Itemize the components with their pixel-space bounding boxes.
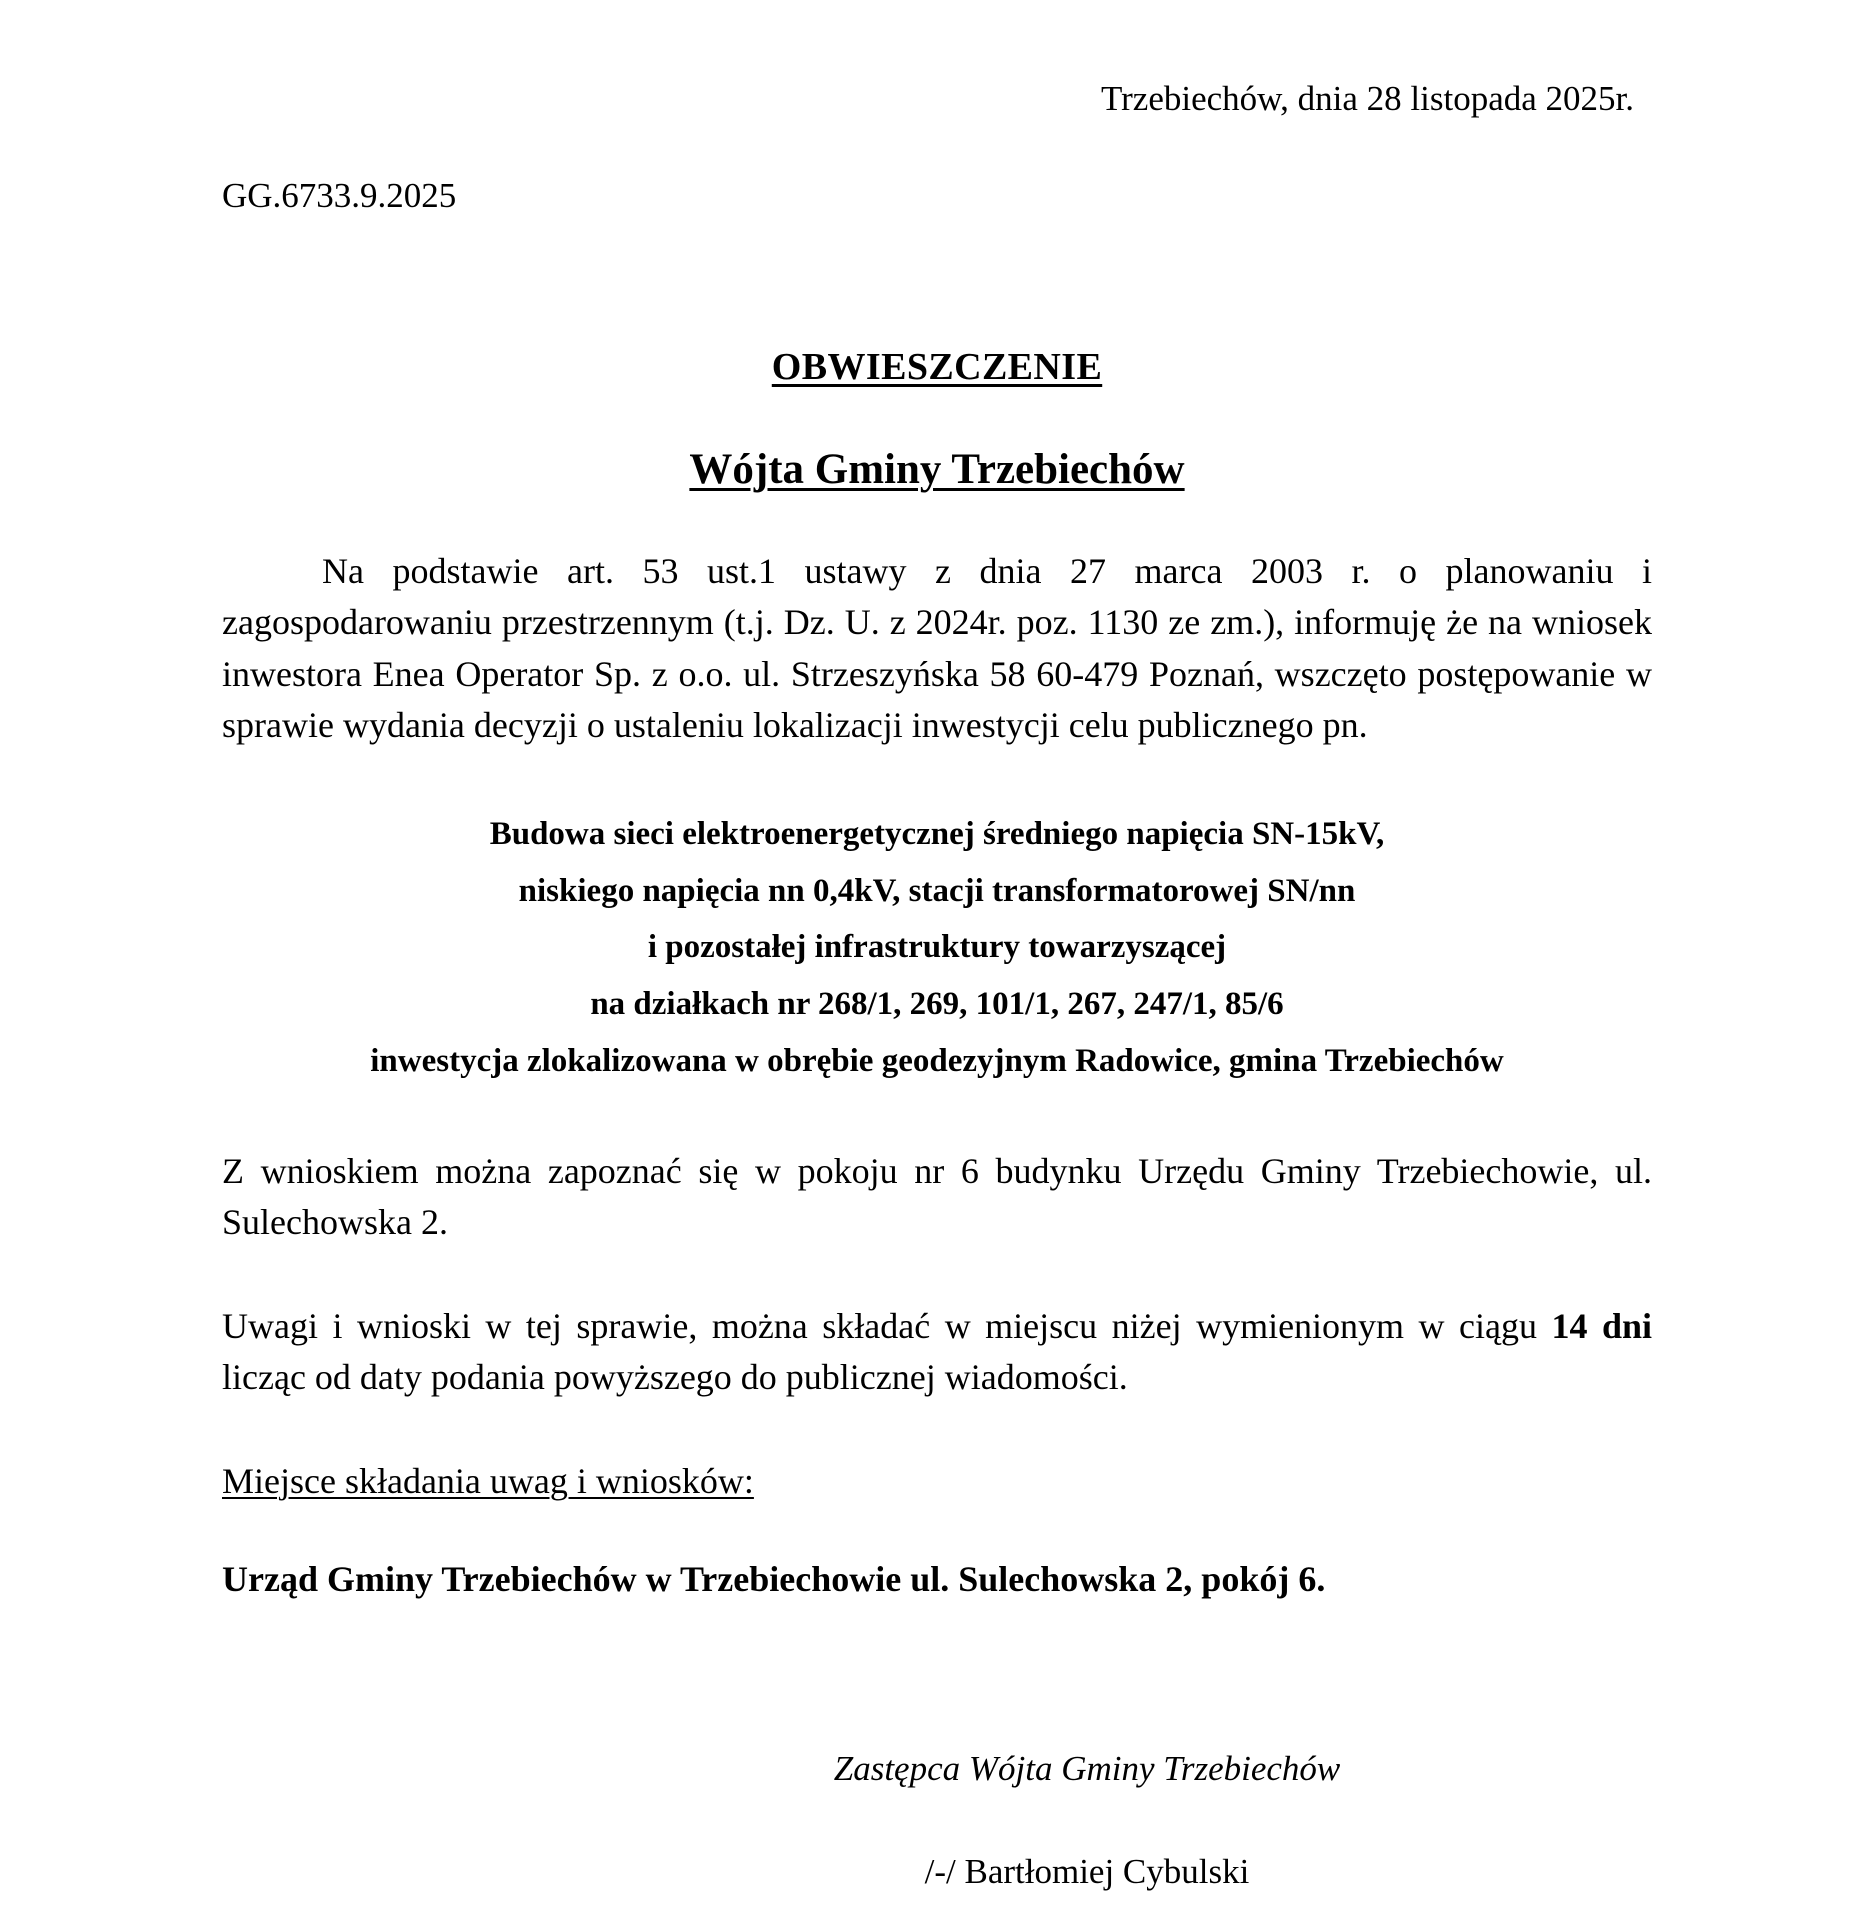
submission-place-address: Urząd Gminy Trzebiechów w Trzebiechowie ul. Sulechowska 2, pokój 6. bbox=[222, 1558, 1326, 1599]
investment-description-block bbox=[222, 806, 1652, 1090]
signature-block bbox=[222, 1746, 1652, 1895]
remarks-deadline: 14 dni bbox=[1551, 1305, 1652, 1346]
file-inspection-paragraph: Z wnioskiem można zapoznać się w pokoju nr 6 budynku Urzędu Gminy Trzebiechowie, ul. Sulechowska 2. bbox=[222, 1150, 1652, 1243]
signatory-name: /-/ Bartłomiej Cybulski bbox=[924, 1852, 1250, 1891]
remarks-paragraph bbox=[222, 1301, 1652, 1404]
place-and-date: Trzebiechów, dnia 28 listopada 2025r. bbox=[1100, 79, 1634, 118]
intro-paragraph: Na podstawie art. 53 ust.1 ustawy z dnia 27 marca 2003 r. o planowaniu i zagospodarowaniu przestrzennym (t.j. Dz. U. z 2024r. poz. 1130 ze zm.), informuję że na wniosek inwestora Enea Operator Sp. z o.o. ul. Strzeszyńska 58 60-479 Poznań, wszczęto postępowanie w sprawie wydania decyzji o ustaleniu lokalizacji inwestycji celu publicznego pn. bbox=[222, 551, 1652, 746]
investment-line: niskiego napięcia nn 0,4kV, stacji transformatorowej SN/nn bbox=[518, 872, 1356, 909]
investment-line: inwestycja zlokalizowana w obrębie geodezyjnym Radowice, gmina Trzebiechów bbox=[370, 1042, 1504, 1079]
submission-place-label bbox=[222, 1460, 1652, 1502]
signatory-role: Zastępca Wójta Gminy Trzebiechów bbox=[833, 1748, 1341, 1788]
reference-number: GG.6733.9.2025 bbox=[222, 176, 457, 215]
remarks-text-lead: Uwagi i wnioski w tej sprawie, można składać w miejscu niżej wymienionym w ciągu bbox=[222, 1305, 1552, 1346]
investment-line: i pozostałej infrastruktury towarzyszącej bbox=[647, 929, 1227, 966]
submission-place-label-text: Miejsce składania uwag i wniosków: bbox=[222, 1460, 754, 1501]
investment-line: na działkach nr 268/1, 269, 101/1, 267, 247/1, 85/6 bbox=[590, 986, 1284, 1023]
document-subtitle-text: Wójta Gminy Trzebiechów bbox=[689, 446, 1185, 493]
investment-line: Budowa sieci elektroenergetycznej średniego napięcia SN-15kV, bbox=[489, 815, 1385, 852]
document-title-text: OBWIESZCZENIE bbox=[771, 346, 1103, 388]
document-title bbox=[222, 345, 1652, 389]
remarks-text-tail: licząc od daty podania powyższego do publicznej wiadomości. bbox=[222, 1357, 1128, 1398]
document-content bbox=[222, 0, 1652, 1895]
document-subtitle bbox=[222, 445, 1652, 494]
